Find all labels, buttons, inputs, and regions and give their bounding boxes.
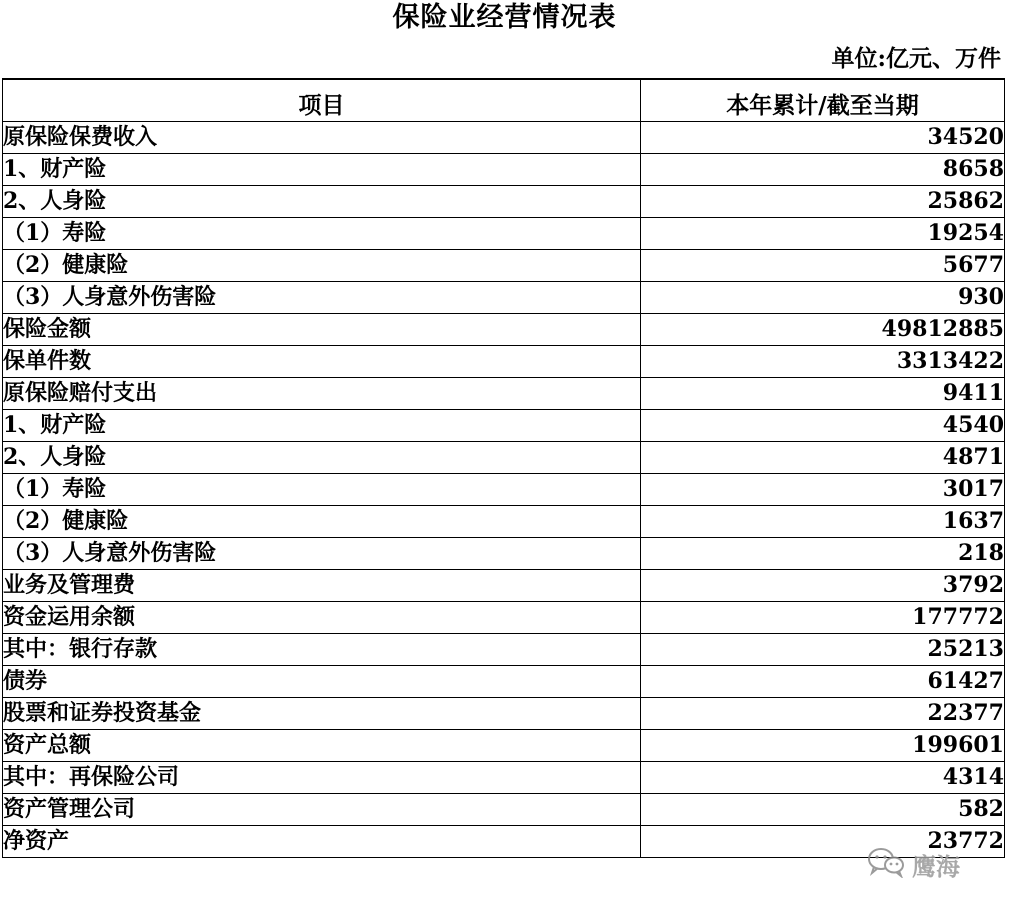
row-value: 25862 bbox=[641, 185, 1005, 217]
row-label: 1、财产险 bbox=[3, 409, 641, 441]
row-value: 1637 bbox=[641, 505, 1005, 537]
row-label: （1）寿险 bbox=[3, 217, 641, 249]
row-label: 业务及管理费 bbox=[3, 569, 641, 601]
table-row bbox=[3, 665, 1005, 697]
row-value: 49812885 bbox=[641, 313, 1005, 345]
row-value: 8658 bbox=[641, 153, 1005, 185]
table-row bbox=[3, 153, 1005, 185]
row-label: （1）寿险 bbox=[3, 473, 641, 505]
table-row bbox=[3, 761, 1005, 793]
table-row bbox=[3, 441, 1005, 473]
row-label: 其中：再保险公司 bbox=[3, 761, 641, 793]
row-label: 原保险赔付支出 bbox=[3, 377, 641, 409]
table-row bbox=[3, 601, 1005, 633]
table-row bbox=[3, 249, 1005, 281]
row-label: 净资产 bbox=[3, 825, 641, 857]
row-label: 资产总额 bbox=[3, 729, 641, 761]
column-header-value: 本年累计/截至当期 bbox=[641, 79, 1005, 121]
table-row bbox=[3, 409, 1005, 441]
row-value: 582 bbox=[641, 793, 1005, 825]
row-value: 218 bbox=[641, 537, 1005, 569]
row-value: 177772 bbox=[641, 601, 1005, 633]
row-label: 保单件数 bbox=[3, 345, 641, 377]
table-row bbox=[3, 281, 1005, 313]
table-row bbox=[3, 345, 1005, 377]
row-label: 2、人身险 bbox=[3, 441, 641, 473]
table-row bbox=[3, 633, 1005, 665]
row-label: 1、财产险 bbox=[3, 153, 641, 185]
row-value: 4314 bbox=[641, 761, 1005, 793]
row-value: 930 bbox=[641, 281, 1005, 313]
row-label: 原保险保费收入 bbox=[3, 121, 641, 153]
row-label: （3）人身意外伤害险 bbox=[3, 537, 641, 569]
row-value: 9411 bbox=[641, 377, 1005, 409]
table-row bbox=[3, 793, 1005, 825]
row-label: 股票和证券投资基金 bbox=[3, 697, 641, 729]
row-label: （3）人身意外伤害险 bbox=[3, 281, 641, 313]
watermark-text: 鹰海 bbox=[912, 852, 960, 881]
row-value: 34520 bbox=[641, 121, 1005, 153]
unit-label: 单位:亿元、万件 bbox=[831, 45, 1001, 72]
table-row bbox=[3, 185, 1005, 217]
table-header-row bbox=[3, 79, 1005, 121]
table-row bbox=[3, 569, 1005, 601]
row-value: 3313422 bbox=[641, 345, 1005, 377]
table-row bbox=[3, 537, 1005, 569]
page-title: 保险业经营情况表 bbox=[392, 2, 617, 33]
table-row bbox=[3, 825, 1005, 857]
row-value: 3017 bbox=[641, 473, 1005, 505]
table-row bbox=[3, 505, 1005, 537]
row-value: 4540 bbox=[641, 409, 1005, 441]
row-value: 23772 bbox=[641, 825, 1005, 857]
row-label: （2）健康险 bbox=[3, 505, 641, 537]
table-row bbox=[3, 121, 1005, 153]
row-value: 25213 bbox=[641, 633, 1005, 665]
row-label: 2、人身险 bbox=[3, 185, 641, 217]
row-label: 资产管理公司 bbox=[3, 793, 641, 825]
row-value: 61427 bbox=[641, 665, 1005, 697]
row-label: 其中：银行存款 bbox=[3, 633, 641, 665]
table-row bbox=[3, 729, 1005, 761]
row-value: 22377 bbox=[641, 697, 1005, 729]
insurance-report-table bbox=[2, 78, 1005, 858]
table-row bbox=[3, 697, 1005, 729]
row-label: 债券 bbox=[3, 665, 641, 697]
row-label: 保险金额 bbox=[3, 313, 641, 345]
row-label: （2）健康险 bbox=[3, 249, 641, 281]
row-value: 199601 bbox=[641, 729, 1005, 761]
table-row bbox=[3, 217, 1005, 249]
row-value: 5677 bbox=[641, 249, 1005, 281]
row-value: 3792 bbox=[641, 569, 1005, 601]
row-label: 资金运用余额 bbox=[3, 601, 641, 633]
column-header-item: 项目 bbox=[3, 79, 641, 121]
table-row bbox=[3, 377, 1005, 409]
table-row bbox=[3, 473, 1005, 505]
row-value: 19254 bbox=[641, 217, 1005, 249]
row-value: 4871 bbox=[641, 441, 1005, 473]
table-row bbox=[3, 313, 1005, 345]
